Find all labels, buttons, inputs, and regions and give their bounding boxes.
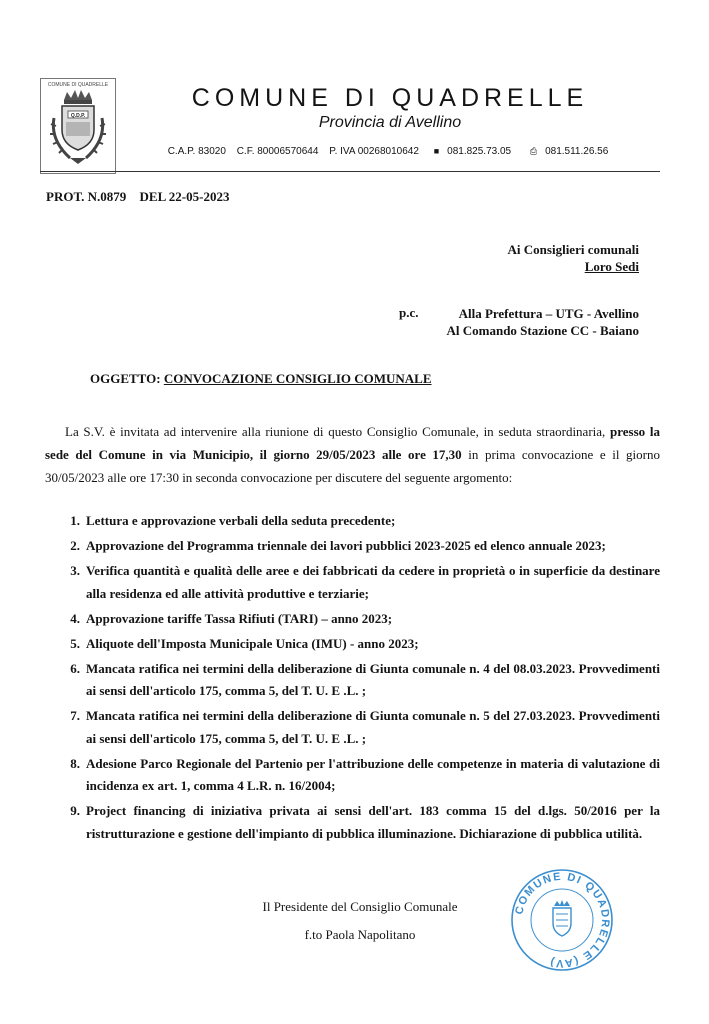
agenda-item: 3. Verifica quantità e qualità delle aree e dei fabbricati da cedere in proprietà o in superficie da destinare alla residenza ed alle attività produttive e terziarie;: [70, 563, 660, 601]
cap-code: C.A.P. 83020: [167, 146, 226, 157]
agenda-item: 4. Approvazione tariffe Tassa Rifiuti (TARI) – anno 2023;: [70, 610, 393, 626]
agenda-item: 5. Aliquote dell'Imposta Municipale Unica (IMU) - anno 2023;: [70, 635, 419, 651]
signatory-name: f.to Paola Napolitano: [304, 927, 416, 942]
copy-line-2: Al Comando Stazione CC - Baiano: [446, 323, 639, 338]
signatory-role: Il Presidente del Consiglio Comunale: [262, 899, 458, 914]
signature-block: [230, 893, 490, 949]
crest-monogram: Q.D.P.: [70, 113, 86, 119]
recipient-line-1: Ai Consiglieri comunali: [507, 242, 639, 257]
copy-recipients: [447, 305, 640, 339]
copy-line-1: Alla Prefettura – UTG - Avellino: [458, 306, 639, 321]
recipient-line-2: Loro Sedi: [584, 259, 639, 274]
municipal-crest-icon: [40, 78, 116, 174]
contact-info: [120, 146, 660, 157]
agenda-list: [45, 510, 660, 848]
letterhead-divider: [40, 171, 660, 172]
agenda-item: 2. Approvazione del Programma triennale dei lavori pubblici 2023-2025 ed elenco annuale 2023;: [70, 538, 606, 553]
phone-number: ■ 081.825.73.05: [433, 146, 512, 157]
recipients-block: [508, 241, 639, 275]
phone-icon: ■: [433, 146, 440, 156]
fax-icon: ⎙: [529, 146, 538, 156]
agenda-item: 1. Lettura e approvazione verbali della seduta precedente;: [70, 513, 396, 528]
official-stamp-icon: [510, 868, 614, 972]
agenda-item: 6. Mancata ratifica nei termini della deliberazione di Giunta comunale n. 4 del 08.03.2023. Provvedimenti ai sensi dell'articolo 175, comma 5, del T. U. E .L. ;: [70, 660, 660, 698]
agenda-item: 7. Mancata ratifica nei termini della deliberazione di Giunta comunale n. 5 del 27.03.2023. Provvedimenti ai sensi dell'articolo 175, comma 5, del T. U. E .L. ;: [70, 708, 660, 746]
protocol-reference: [46, 189, 229, 205]
municipality-title: COMUNE DI QUADRELLE: [191, 84, 589, 112]
body-part-2: presso la sede del Comune in via Municipio, il giorno 29/05/2023 alle ore 17,30: [45, 424, 661, 462]
protocol-date: DEL 22-05-2023: [139, 189, 230, 204]
stamp-text: COMUNE DI QUADRELLE (AV): [513, 870, 612, 970]
body-paragraph: [45, 420, 660, 489]
crest-caption: COMUNE DI QUADRELLE: [47, 82, 109, 88]
agenda-item: 8. Adesione Parco Regionale del Partenio per l'attribuzione delle competenze in materia di valutazione di incidenza ex art. 1, comma 4 L.R. n. 16/2004;: [70, 755, 660, 793]
fax-number: ⎙ 081.511.26.56: [529, 146, 609, 157]
subject-label: OGGETTO:: [90, 371, 161, 386]
agenda-item: 9. Project financing di iniziativa privata ai sensi dell'art. 183 comma 15 del d.lgs. 50/2016 per la ristrutturazione e gestione dell'impianto di pubblica illuminazione. Dichiarazione di pubblica utilità.: [70, 803, 660, 841]
fiscal-code: C.F. 80006570644: [236, 146, 319, 157]
province-subtitle: Provincia di Avellino: [318, 114, 462, 131]
subject-text: CONVOCAZIONE CONSIGLIO COMUNALE: [163, 371, 432, 386]
body-part-1: La S.V. è invitata ad intervenire alla riunione di questo Consiglio Comunale, in seduta straordinaria,: [65, 424, 611, 439]
body-part-3: in prima convocazione e il giorno 30/05/2023 alle ore 17:30 in seconda convocazione per discutere del seguente argomento:: [45, 447, 660, 485]
subject-line: [90, 371, 432, 387]
protocol-number: PROT. N.0879: [46, 189, 127, 204]
vat-number: P. IVA 00268010642: [329, 146, 419, 157]
copy-label: p.c.: [399, 305, 419, 320]
